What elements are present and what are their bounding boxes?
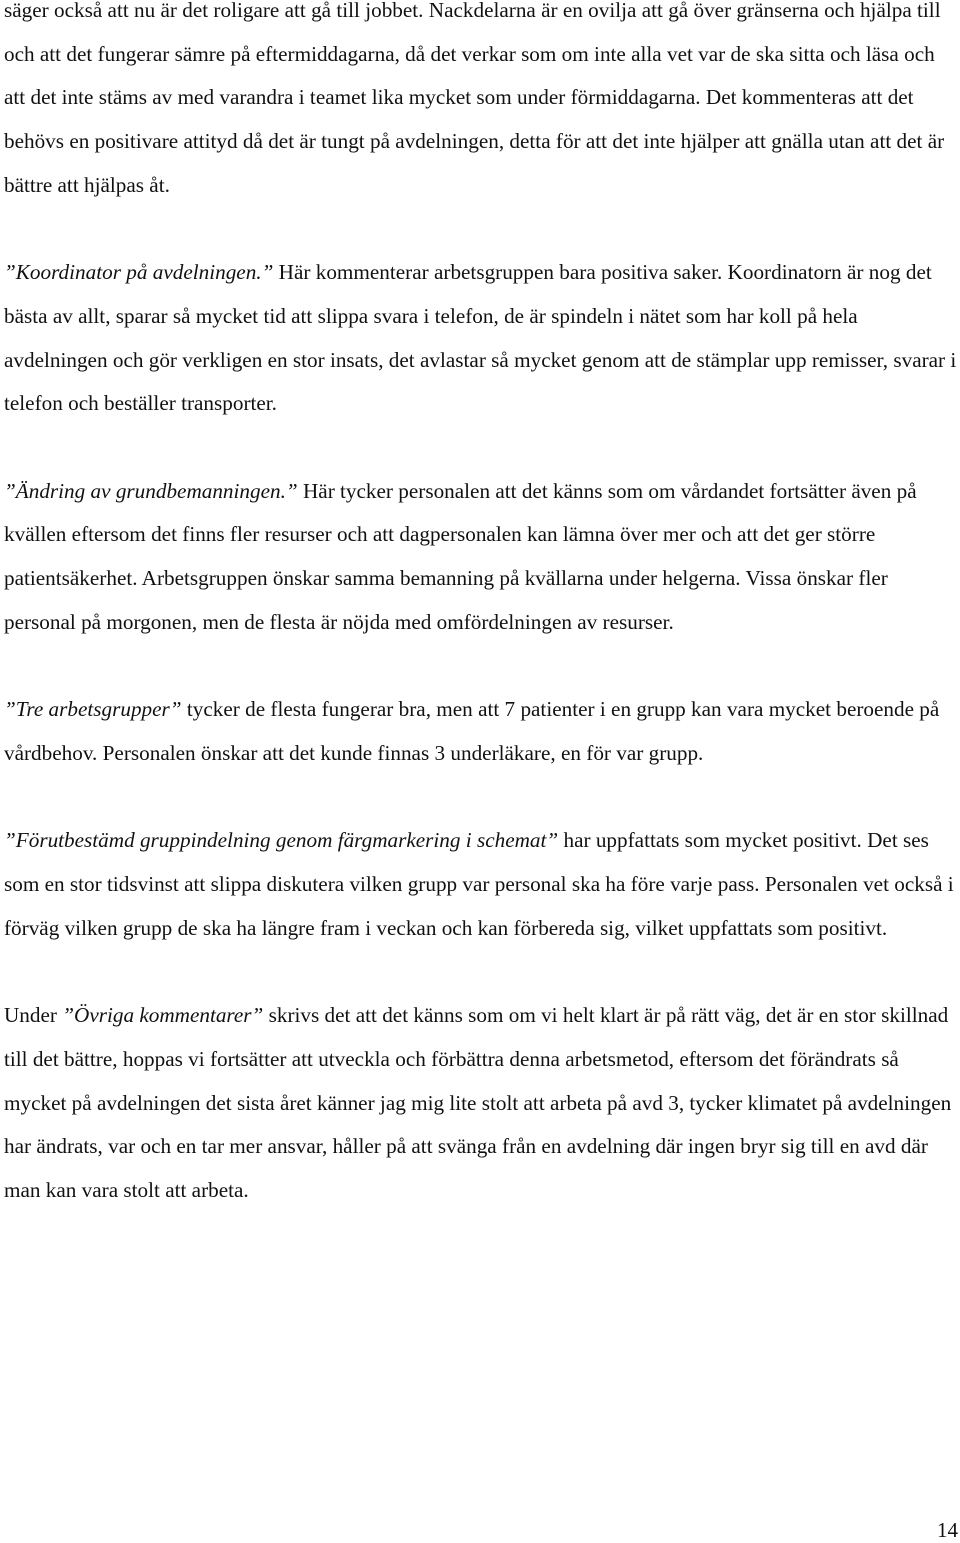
- body-text: tycker de flesta fungerar bra, men att 7 patienter i en grupp kan vara mycket beroende på vårdbehov. Personalen önskar att det kunde finnas 3 underläkare, en för var grupp.: [4, 697, 940, 765]
- paragraph-arbetsgrupper: [4, 688, 958, 775]
- section-term: ”Övriga kommentarer”: [62, 1003, 264, 1028]
- section-term: ”Ändring av grundbemanningen.”: [4, 478, 298, 503]
- paragraph-ovriga-kommentarer: [4, 994, 958, 1213]
- body-text: Under: [4, 1003, 63, 1028]
- body-text: säger också att nu är det roligare att gå till jobbet. Nackdelarna är en ovilja att gå över gränserna och hjälpa till och att det fungerar sämre på eftermiddagarna, då det verkar som om inte alla vet var de ska sitta och läsa och att det inte stäms av med varandra i teamet lika mycket som under förmiddagarna. Det kommenteras att det behövs en positivare attityd då det är tungt på avdelningen, detta för att det inte hjälper att gnälla utan att det är bättre att hjälpas åt.: [4, 0, 945, 197]
- body-text: Här tycker personalen att det känns som om vårdandet fortsätter även på kvällen eftersom det finns fler resurser och att dagpersonalen kan lämna över mer och att det ger större patientsäkerhet. Arbetsgruppen önskar samma bemanning på kvällarna under helgerna. Vissa önskar fler personal på morgonen, men de flesta är nöjda med omfördelningen av resurser.: [4, 478, 917, 634]
- paragraph-koordinator: [4, 251, 958, 426]
- page-number: 14: [937, 1518, 958, 1542]
- body-text: skrivs det att det känns som om vi helt klart är på rätt väg, det är en stor skillnad till det bättre, hoppas vi fortsätter att utveckla och förbättra denna arbetsmetod, eftersom det förändrats så mycket på avdelningen det sista året känner jag mig lite stolt att arbeta på avd 3, tycker klimatet på avdelningen har ändrats, var och en tar mer ansvar, håller på att svänga från en avdelning där ingen bryr sig till en avd där man kan vara stolt att arbeta.: [4, 1003, 952, 1202]
- paragraph-grundbemanning: [4, 470, 958, 645]
- paragraph-arbetsmiljo: [4, 0, 958, 208]
- body-text: har uppfattats som mycket positivt. Det ses som en stor tidsvinst att slippa diskutera vilken grupp var personal ska ha före varje pass. Personalen vet också i förväg vilken grupp de ska ha längre fram i veckan och kan förbereda sig, vilket uppfattats som positivt.: [4, 828, 954, 940]
- section-term: ”Förutbestämd gruppindelning genom färgmarkering i schemat”: [4, 828, 559, 853]
- body-text: Här kommenterar arbetsgruppen bara positiva saker. Koordinatorn är nog det bästa av allt, sparar så mycket tid att slippa svara i telefon, de är spindeln i nätet som har koll på hela avdelningen och gör verkligen en stor insats, det avlastar så mycket genom att de stämplar upp remisser, svarar i telefon och beställer transporter.: [4, 260, 957, 416]
- document-page: [4, 0, 958, 1213]
- paragraph-gruppindelning: [4, 819, 958, 950]
- section-term: ”Tre arbetsgrupper”: [4, 697, 182, 722]
- section-term: ”Koordinator på avdelningen.”: [4, 260, 274, 285]
